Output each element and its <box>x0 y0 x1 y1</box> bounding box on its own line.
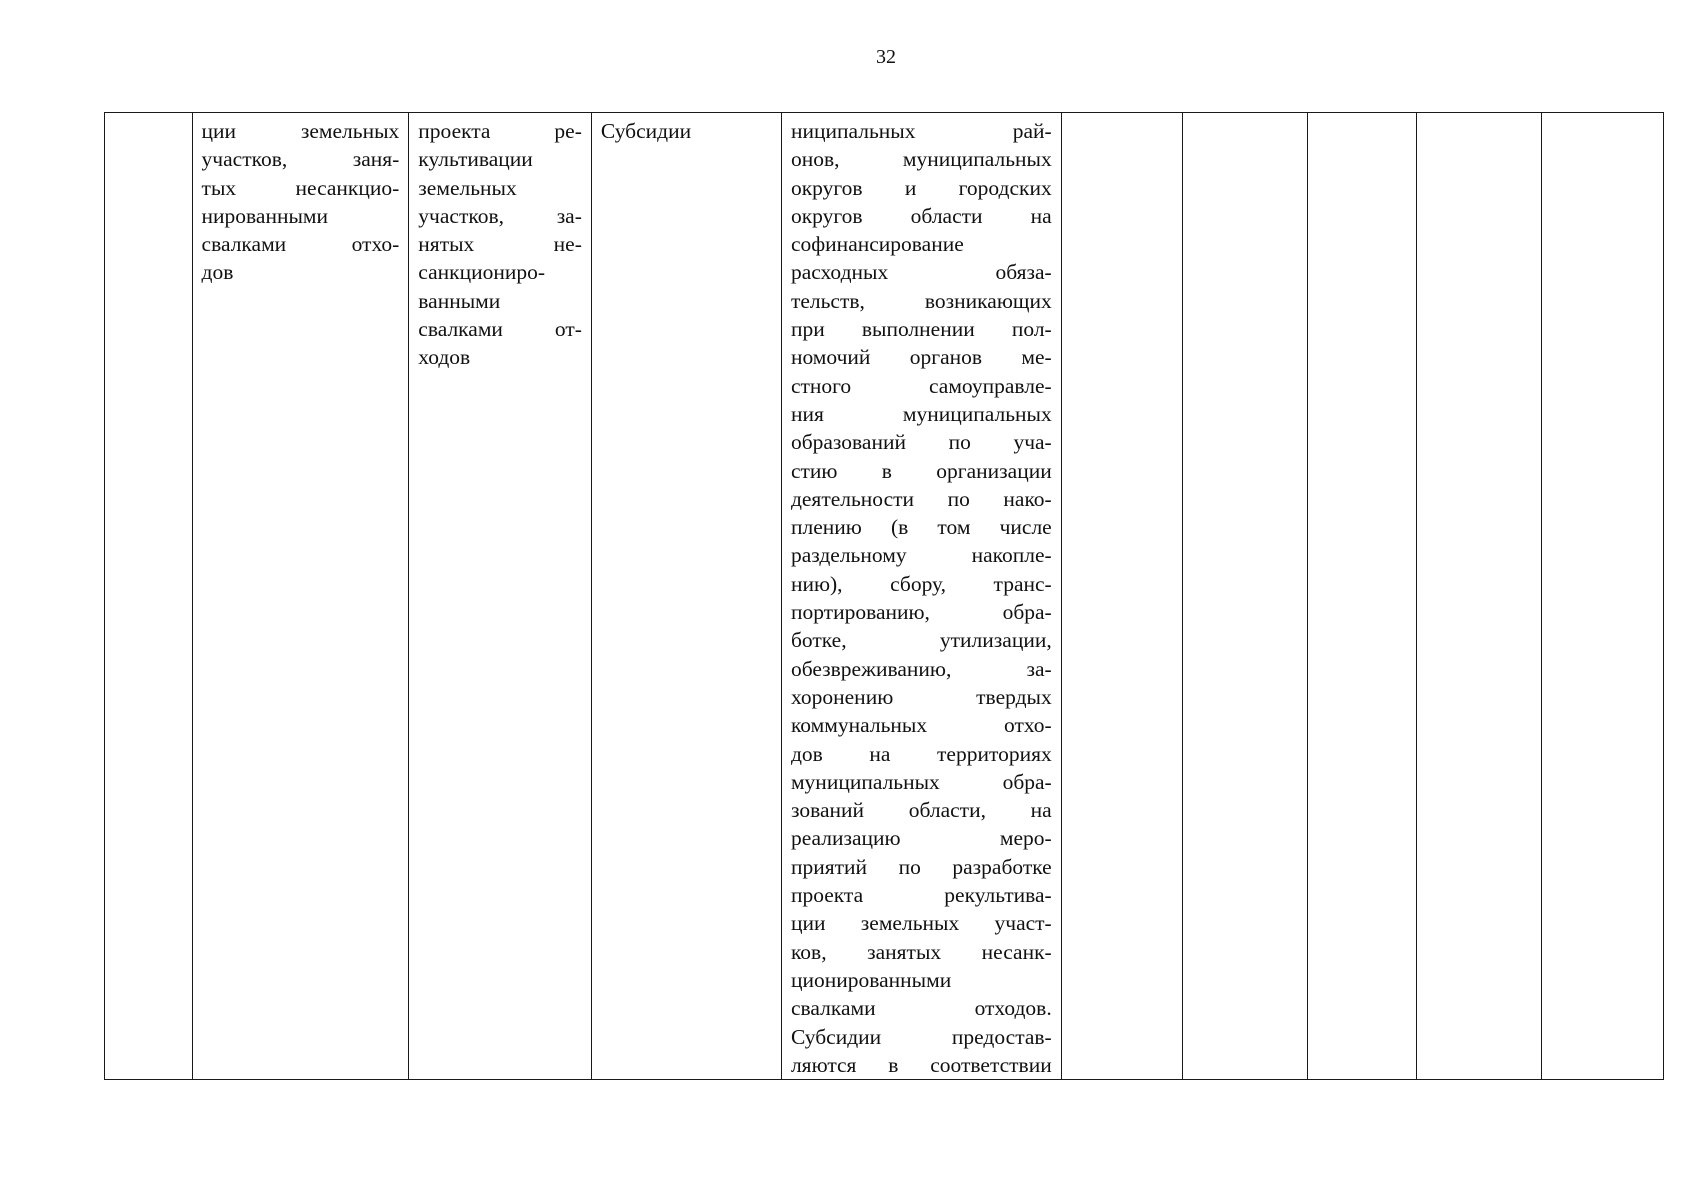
text-line: округов и городских <box>790 175 1052 200</box>
text-line: реализацию меро- <box>790 826 1052 851</box>
cell-col1 <box>105 113 193 1080</box>
text-line: ционированными <box>790 967 952 992</box>
text-line: расходных обяза- <box>790 260 1052 285</box>
text-line: ции земельных <box>201 119 400 143</box>
cell-col4-text <box>601 117 772 145</box>
text-line: тых несанкцио- <box>201 175 400 200</box>
text-line: нию), сбору, транс- <box>790 571 1052 596</box>
text-line: номочий органов ме- <box>790 345 1052 370</box>
text-line: ляются в соответствии <box>790 1052 1052 1077</box>
text-line: раздельному накопле- <box>790 543 1052 568</box>
text-line: ботке, утилизации, <box>790 628 1052 653</box>
text-line: стию в организации <box>790 458 1052 483</box>
cell-col10 <box>1542 113 1664 1080</box>
text-line: приятий по разработке <box>790 854 1052 879</box>
text-line: хоронению твердых <box>790 684 1052 709</box>
text-line: дов на территориях <box>790 741 1052 766</box>
cell-col8 <box>1308 113 1417 1080</box>
text-line: обезвреживанию, за- <box>790 656 1052 681</box>
text-line: проекта рекультива- <box>790 883 1052 908</box>
text-line: муниципальных обра- <box>790 769 1052 794</box>
text-line: ванными <box>418 288 501 313</box>
cell-col5 <box>781 113 1061 1080</box>
document-table <box>104 112 1664 1080</box>
table-row <box>105 113 1664 1080</box>
text-line: ков, занятых несанк- <box>790 939 1052 964</box>
text-line: свалками отходов. <box>790 996 1052 1021</box>
text-line: образований по уча- <box>790 430 1052 455</box>
text-line: округов области на <box>790 203 1052 228</box>
cell-col9 <box>1417 113 1542 1080</box>
text-line: коммунальных отхо- <box>790 713 1052 738</box>
text-line: дов <box>201 260 234 285</box>
text-line: ниципальных рай- <box>790 119 1052 143</box>
text-line: ходов <box>418 345 471 370</box>
text-line: софинансирование <box>790 232 964 257</box>
cell-col4 <box>591 113 781 1080</box>
text-line: участков, заня- <box>201 147 400 172</box>
text-line: стного самоуправле- <box>790 373 1052 398</box>
page-number: 32 <box>876 46 896 68</box>
text-line: Субсидии <box>600 119 692 143</box>
text-line: при выполнении пол- <box>790 317 1052 342</box>
text-line: плению (в том числе <box>790 515 1052 540</box>
text-line: нятых не- <box>418 232 582 257</box>
cell-col3-text <box>418 117 582 372</box>
cell-col2-text <box>202 117 400 287</box>
text-line: санкциониро- <box>418 260 546 285</box>
text-line: тельств, возникающих <box>790 288 1052 313</box>
text-line: проекта ре- <box>418 119 582 143</box>
cell-col2 <box>192 113 409 1080</box>
text-line: свалками от- <box>418 317 582 342</box>
cell-col3 <box>409 113 592 1080</box>
text-line: Субсидии предостав- <box>790 1024 1052 1049</box>
text-line: земельных <box>418 175 517 200</box>
text-line: свалками отхо- <box>201 232 400 257</box>
cell-col7 <box>1183 113 1308 1080</box>
cell-col6 <box>1061 113 1183 1080</box>
text-line: культивации <box>418 147 533 172</box>
text-line: участков, за- <box>418 203 582 228</box>
text-line: ния муниципальных <box>790 401 1052 426</box>
text-line: портированию, обра- <box>790 600 1052 625</box>
text-line: деятельности по нако- <box>790 486 1052 511</box>
text-line: ции земельных участ- <box>790 911 1052 936</box>
text-line: зований области, на <box>790 798 1052 823</box>
text-line: нированными <box>201 203 329 228</box>
text-line: онов, муниципальных <box>790 147 1052 172</box>
cell-col5-text <box>791 117 1052 1079</box>
